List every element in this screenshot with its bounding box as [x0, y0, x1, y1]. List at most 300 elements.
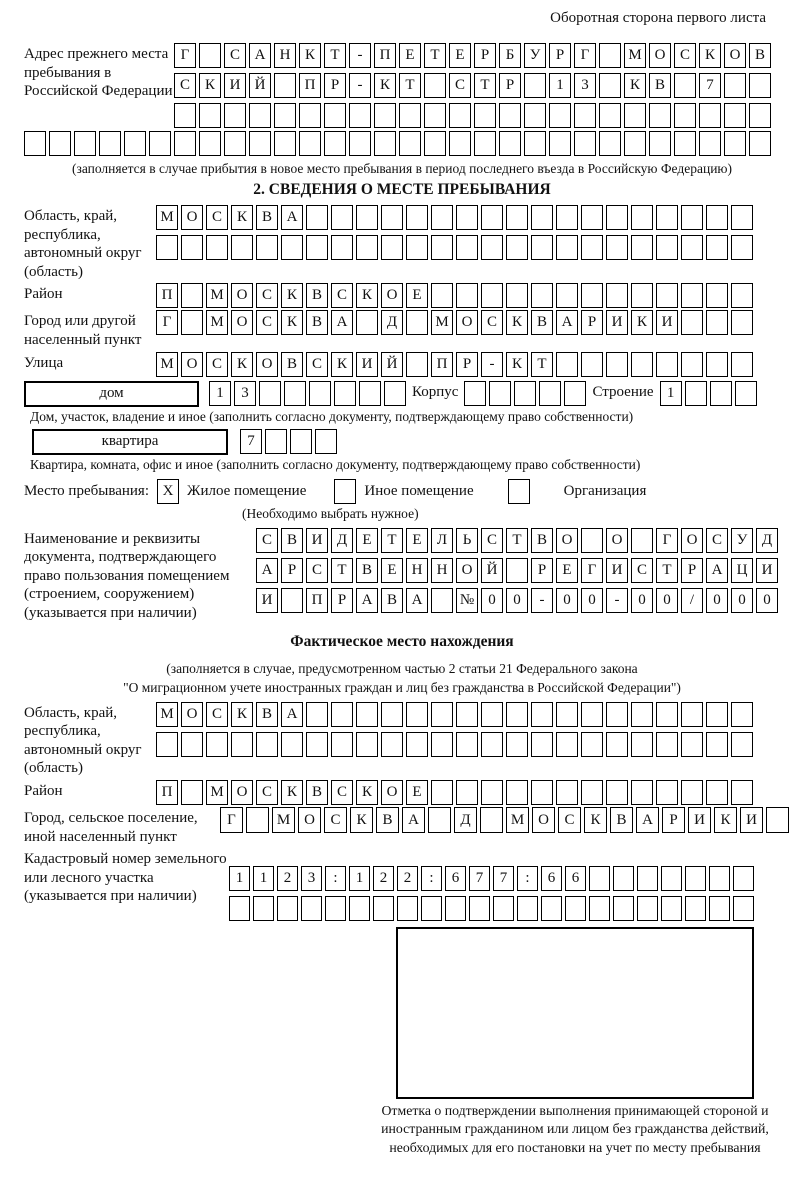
char-box[interactable]: [731, 235, 753, 260]
char-box[interactable]: Д: [756, 528, 778, 553]
char-box[interactable]: Н: [274, 43, 296, 68]
char-box[interactable]: Й: [481, 558, 503, 583]
char-box[interactable]: О: [231, 283, 253, 308]
char-box[interactable]: [374, 103, 396, 128]
char-box[interactable]: Н: [431, 558, 453, 583]
char-box[interactable]: №: [456, 588, 478, 613]
char-box[interactable]: [556, 702, 578, 727]
char-box[interactable]: [181, 310, 203, 335]
char-box[interactable]: [589, 896, 610, 921]
char-box[interactable]: [599, 103, 621, 128]
char-box[interactable]: [524, 73, 546, 98]
char-box[interactable]: [581, 528, 603, 553]
char-box[interactable]: [649, 103, 671, 128]
char-box[interactable]: [301, 896, 322, 921]
char-box[interactable]: [464, 381, 486, 406]
char-box[interactable]: Р: [324, 73, 346, 98]
char-box[interactable]: Т: [381, 528, 403, 553]
char-box[interactable]: И: [356, 352, 378, 377]
char-box[interactable]: И: [606, 558, 628, 583]
char-box[interactable]: Т: [506, 528, 528, 553]
char-box[interactable]: О: [606, 528, 628, 553]
char-box[interactable]: [480, 807, 503, 833]
char-box[interactable]: [124, 131, 146, 156]
char-box[interactable]: [424, 131, 446, 156]
char-box[interactable]: 3: [234, 381, 256, 406]
char-box[interactable]: Д: [381, 310, 403, 335]
char-box[interactable]: [424, 103, 446, 128]
char-box[interactable]: П: [299, 73, 321, 98]
char-box[interactable]: [199, 131, 221, 156]
char-box[interactable]: Р: [549, 43, 571, 68]
char-box[interactable]: О: [381, 780, 403, 805]
char-box[interactable]: В: [256, 702, 278, 727]
char-box[interactable]: [706, 352, 728, 377]
char-box[interactable]: В: [356, 558, 378, 583]
char-box[interactable]: Ц: [731, 558, 753, 583]
char-box[interactable]: [481, 283, 503, 308]
char-box[interactable]: К: [231, 352, 253, 377]
char-box[interactable]: [731, 780, 753, 805]
char-box[interactable]: Г: [220, 807, 243, 833]
char-box[interactable]: [685, 896, 706, 921]
char-box[interactable]: В: [256, 205, 278, 230]
char-box[interactable]: [306, 205, 328, 230]
char-box[interactable]: А: [356, 588, 378, 613]
char-box[interactable]: Н: [406, 558, 428, 583]
char-box[interactable]: С: [331, 780, 353, 805]
char-box[interactable]: С: [558, 807, 581, 833]
char-box[interactable]: [724, 131, 746, 156]
char-box[interactable]: О: [256, 352, 278, 377]
char-box[interactable]: О: [532, 807, 555, 833]
char-box[interactable]: Т: [656, 558, 678, 583]
char-box[interactable]: Ь: [456, 528, 478, 553]
char-box[interactable]: Е: [356, 528, 378, 553]
char-box[interactable]: [331, 732, 353, 757]
char-box[interactable]: [474, 103, 496, 128]
char-box[interactable]: [431, 732, 453, 757]
char-box[interactable]: [277, 896, 298, 921]
char-box[interactable]: [181, 235, 203, 260]
char-box[interactable]: [581, 205, 603, 230]
char-box[interactable]: [574, 103, 596, 128]
stay-type-checkbox-residential[interactable]: X: [157, 479, 179, 504]
char-box[interactable]: П: [156, 283, 178, 308]
char-box[interactable]: [456, 205, 478, 230]
char-box[interactable]: [356, 310, 378, 335]
char-box[interactable]: 7: [493, 866, 514, 891]
char-box[interactable]: 0: [631, 588, 653, 613]
char-box[interactable]: [449, 103, 471, 128]
char-box[interactable]: К: [231, 205, 253, 230]
char-box[interactable]: [356, 235, 378, 260]
char-box[interactable]: :: [517, 866, 538, 891]
char-box[interactable]: [681, 702, 703, 727]
char-box[interactable]: [631, 702, 653, 727]
char-box[interactable]: И: [224, 73, 246, 98]
char-box[interactable]: К: [281, 283, 303, 308]
char-box[interactable]: С: [306, 352, 328, 377]
char-box[interactable]: [565, 896, 586, 921]
char-box[interactable]: [637, 896, 658, 921]
char-box[interactable]: [506, 205, 528, 230]
char-box[interactable]: С: [224, 43, 246, 68]
char-box[interactable]: [181, 732, 203, 757]
char-box[interactable]: [681, 235, 703, 260]
char-box[interactable]: [541, 896, 562, 921]
char-box[interactable]: П: [156, 780, 178, 805]
char-box[interactable]: Т: [331, 558, 353, 583]
char-box[interactable]: [556, 235, 578, 260]
char-box[interactable]: [246, 807, 269, 833]
char-box[interactable]: Е: [406, 283, 428, 308]
char-box[interactable]: Т: [531, 352, 553, 377]
char-box[interactable]: [706, 702, 728, 727]
char-box[interactable]: К: [356, 780, 378, 805]
char-box[interactable]: [531, 780, 553, 805]
char-box[interactable]: И: [740, 807, 763, 833]
char-box[interactable]: М: [624, 43, 646, 68]
char-box[interactable]: А: [281, 205, 303, 230]
char-box[interactable]: [474, 131, 496, 156]
char-box[interactable]: [256, 732, 278, 757]
char-box[interactable]: О: [556, 528, 578, 553]
char-box[interactable]: [613, 866, 634, 891]
char-box[interactable]: А: [402, 807, 425, 833]
char-box[interactable]: [656, 780, 678, 805]
char-box[interactable]: У: [731, 528, 753, 553]
char-box[interactable]: [456, 235, 478, 260]
char-box[interactable]: [384, 381, 406, 406]
char-box[interactable]: М: [206, 283, 228, 308]
char-box[interactable]: В: [531, 528, 553, 553]
char-box[interactable]: [349, 896, 370, 921]
char-box[interactable]: [661, 866, 682, 891]
char-box[interactable]: К: [231, 702, 253, 727]
char-box[interactable]: Е: [406, 528, 428, 553]
char-box[interactable]: 1: [549, 73, 571, 98]
char-box[interactable]: [506, 235, 528, 260]
char-box[interactable]: С: [206, 702, 228, 727]
char-box[interactable]: 0: [706, 588, 728, 613]
char-box[interactable]: [274, 131, 296, 156]
char-box[interactable]: [531, 205, 553, 230]
char-box[interactable]: Г: [574, 43, 596, 68]
char-box[interactable]: [381, 732, 403, 757]
char-box[interactable]: [315, 429, 337, 454]
char-box[interactable]: С: [331, 283, 353, 308]
char-box[interactable]: Р: [499, 73, 521, 98]
char-box[interactable]: [431, 702, 453, 727]
char-box[interactable]: [631, 780, 653, 805]
char-box[interactable]: С: [256, 780, 278, 805]
char-box[interactable]: А: [331, 310, 353, 335]
char-box[interactable]: 7: [240, 429, 262, 454]
char-box[interactable]: [499, 103, 521, 128]
char-box[interactable]: [624, 103, 646, 128]
char-box[interactable]: [481, 780, 503, 805]
char-box[interactable]: [481, 235, 503, 260]
char-box[interactable]: 2: [277, 866, 298, 891]
char-box[interactable]: [685, 381, 707, 406]
char-box[interactable]: О: [724, 43, 746, 68]
char-box[interactable]: [731, 310, 753, 335]
char-box[interactable]: Б: [499, 43, 521, 68]
char-box[interactable]: [531, 702, 553, 727]
char-box[interactable]: [514, 381, 536, 406]
char-box[interactable]: Е: [406, 780, 428, 805]
char-box[interactable]: М: [206, 310, 228, 335]
char-box[interactable]: М: [156, 702, 178, 727]
stay-type-checkbox-other-premises[interactable]: [334, 479, 356, 504]
char-box[interactable]: [709, 896, 730, 921]
char-box[interactable]: :: [421, 866, 442, 891]
char-box[interactable]: Т: [424, 43, 446, 68]
char-box[interactable]: [681, 310, 703, 335]
char-box[interactable]: [699, 103, 721, 128]
char-box[interactable]: [681, 352, 703, 377]
char-box[interactable]: [706, 283, 728, 308]
char-box[interactable]: В: [306, 310, 328, 335]
char-box[interactable]: [631, 528, 653, 553]
char-box[interactable]: [706, 235, 728, 260]
char-box[interactable]: [574, 131, 596, 156]
char-box[interactable]: В: [381, 588, 403, 613]
char-box[interactable]: 7: [469, 866, 490, 891]
char-box[interactable]: [506, 283, 528, 308]
char-box[interactable]: [431, 588, 453, 613]
char-box[interactable]: [156, 732, 178, 757]
char-box[interactable]: [606, 732, 628, 757]
char-box[interactable]: У: [524, 43, 546, 68]
char-box[interactable]: [731, 352, 753, 377]
char-box[interactable]: [733, 896, 754, 921]
char-box[interactable]: Р: [531, 558, 553, 583]
char-box[interactable]: А: [256, 558, 278, 583]
char-box[interactable]: [324, 131, 346, 156]
char-box[interactable]: К: [281, 780, 303, 805]
char-box[interactable]: К: [331, 352, 353, 377]
char-box[interactable]: Е: [556, 558, 578, 583]
char-box[interactable]: [456, 702, 478, 727]
char-box[interactable]: [49, 131, 71, 156]
char-box[interactable]: [556, 352, 578, 377]
char-box[interactable]: [681, 732, 703, 757]
char-box[interactable]: [331, 702, 353, 727]
char-box[interactable]: [524, 131, 546, 156]
char-box[interactable]: [681, 780, 703, 805]
char-box[interactable]: [456, 780, 478, 805]
char-box[interactable]: [399, 103, 421, 128]
char-box[interactable]: О: [681, 528, 703, 553]
char-box[interactable]: К: [699, 43, 721, 68]
char-box[interactable]: [631, 352, 653, 377]
char-box[interactable]: [731, 283, 753, 308]
char-box[interactable]: [599, 43, 621, 68]
char-box[interactable]: [256, 235, 278, 260]
char-box[interactable]: [406, 702, 428, 727]
char-box[interactable]: [324, 103, 346, 128]
char-box[interactable]: О: [298, 807, 321, 833]
char-box[interactable]: [613, 896, 634, 921]
char-box[interactable]: [531, 732, 553, 757]
char-box[interactable]: [656, 352, 678, 377]
char-box[interactable]: С: [306, 558, 328, 583]
char-box[interactable]: М: [272, 807, 295, 833]
char-box[interactable]: [325, 896, 346, 921]
char-box[interactable]: [481, 732, 503, 757]
char-box[interactable]: К: [350, 807, 373, 833]
char-box[interactable]: С: [481, 310, 503, 335]
char-box[interactable]: [606, 702, 628, 727]
char-box[interactable]: В: [649, 73, 671, 98]
char-box[interactable]: [481, 205, 503, 230]
char-box[interactable]: [681, 205, 703, 230]
char-box[interactable]: И: [756, 558, 778, 583]
char-box[interactable]: [749, 73, 771, 98]
char-box[interactable]: К: [299, 43, 321, 68]
char-box[interactable]: [731, 702, 753, 727]
char-box[interactable]: [359, 381, 381, 406]
char-box[interactable]: К: [714, 807, 737, 833]
char-box[interactable]: М: [506, 807, 529, 833]
char-box[interactable]: [656, 205, 678, 230]
char-box[interactable]: [281, 732, 303, 757]
char-box[interactable]: О: [181, 702, 203, 727]
char-box[interactable]: И: [656, 310, 678, 335]
char-box[interactable]: [631, 732, 653, 757]
char-box[interactable]: [406, 310, 428, 335]
char-box[interactable]: [699, 131, 721, 156]
char-box[interactable]: В: [610, 807, 633, 833]
char-box[interactable]: П: [374, 43, 396, 68]
char-box[interactable]: С: [706, 528, 728, 553]
char-box[interactable]: М: [156, 352, 178, 377]
char-box[interactable]: [581, 702, 603, 727]
char-box[interactable]: С: [256, 310, 278, 335]
char-box[interactable]: [556, 780, 578, 805]
char-box[interactable]: Е: [449, 43, 471, 68]
char-box[interactable]: [766, 807, 789, 833]
char-box[interactable]: Р: [281, 558, 303, 583]
char-box[interactable]: Д: [331, 528, 353, 553]
char-box[interactable]: [637, 866, 658, 891]
char-box[interactable]: И: [306, 528, 328, 553]
char-box[interactable]: [249, 131, 271, 156]
char-box[interactable]: О: [649, 43, 671, 68]
char-box[interactable]: [710, 381, 732, 406]
char-box[interactable]: [493, 896, 514, 921]
char-box[interactable]: [524, 103, 546, 128]
char-box[interactable]: Р: [456, 352, 478, 377]
char-box[interactable]: [74, 131, 96, 156]
char-box[interactable]: [599, 73, 621, 98]
char-box[interactable]: К: [506, 352, 528, 377]
char-box[interactable]: [656, 283, 678, 308]
char-box[interactable]: [624, 131, 646, 156]
char-box[interactable]: [581, 780, 603, 805]
char-box[interactable]: [456, 283, 478, 308]
char-box[interactable]: 3: [301, 866, 322, 891]
char-box[interactable]: -: [349, 43, 371, 68]
char-box[interactable]: [681, 283, 703, 308]
char-box[interactable]: 0: [481, 588, 503, 613]
char-box[interactable]: Т: [474, 73, 496, 98]
char-box[interactable]: С: [206, 205, 228, 230]
char-box[interactable]: 0: [556, 588, 578, 613]
char-box[interactable]: [373, 896, 394, 921]
char-box[interactable]: 0: [581, 588, 603, 613]
char-box[interactable]: [224, 103, 246, 128]
char-box[interactable]: О: [231, 780, 253, 805]
char-box[interactable]: [656, 702, 678, 727]
char-box[interactable]: О: [231, 310, 253, 335]
char-box[interactable]: [606, 283, 628, 308]
char-box[interactable]: И: [606, 310, 628, 335]
char-box[interactable]: 1: [349, 866, 370, 891]
char-box[interactable]: [306, 702, 328, 727]
char-box[interactable]: [259, 381, 281, 406]
char-box[interactable]: [499, 131, 521, 156]
char-box[interactable]: [631, 283, 653, 308]
char-box[interactable]: С: [206, 352, 228, 377]
char-box[interactable]: [581, 283, 603, 308]
char-box[interactable]: [581, 352, 603, 377]
char-box[interactable]: [549, 103, 571, 128]
char-box[interactable]: Р: [331, 588, 353, 613]
char-box[interactable]: О: [181, 352, 203, 377]
char-box[interactable]: С: [674, 43, 696, 68]
char-box[interactable]: Г: [174, 43, 196, 68]
char-box[interactable]: [531, 283, 553, 308]
char-box[interactable]: [549, 131, 571, 156]
char-box[interactable]: М: [156, 205, 178, 230]
char-box[interactable]: П: [306, 588, 328, 613]
char-box[interactable]: [381, 205, 403, 230]
char-box[interactable]: [397, 896, 418, 921]
char-box[interactable]: 0: [756, 588, 778, 613]
char-box[interactable]: С: [174, 73, 196, 98]
char-box[interactable]: [489, 381, 511, 406]
char-box[interactable]: Д: [454, 807, 477, 833]
char-box[interactable]: [199, 103, 221, 128]
char-box[interactable]: [606, 352, 628, 377]
char-box[interactable]: [539, 381, 561, 406]
char-box[interactable]: [674, 131, 696, 156]
char-box[interactable]: [674, 73, 696, 98]
char-box[interactable]: [224, 131, 246, 156]
char-box[interactable]: [674, 103, 696, 128]
char-box[interactable]: [606, 235, 628, 260]
char-box[interactable]: [421, 896, 442, 921]
char-box[interactable]: 6: [445, 866, 466, 891]
char-box[interactable]: [661, 896, 682, 921]
char-box[interactable]: [517, 896, 538, 921]
char-box[interactable]: [656, 732, 678, 757]
char-box[interactable]: Й: [381, 352, 403, 377]
char-box[interactable]: [149, 131, 171, 156]
char-box[interactable]: [334, 381, 356, 406]
char-box[interactable]: О: [456, 558, 478, 583]
char-box[interactable]: [506, 732, 528, 757]
char-box[interactable]: [381, 702, 403, 727]
char-box[interactable]: П: [431, 352, 453, 377]
char-box[interactable]: В: [281, 528, 303, 553]
char-box[interactable]: О: [181, 205, 203, 230]
char-box[interactable]: К: [631, 310, 653, 335]
char-box[interactable]: [206, 732, 228, 757]
